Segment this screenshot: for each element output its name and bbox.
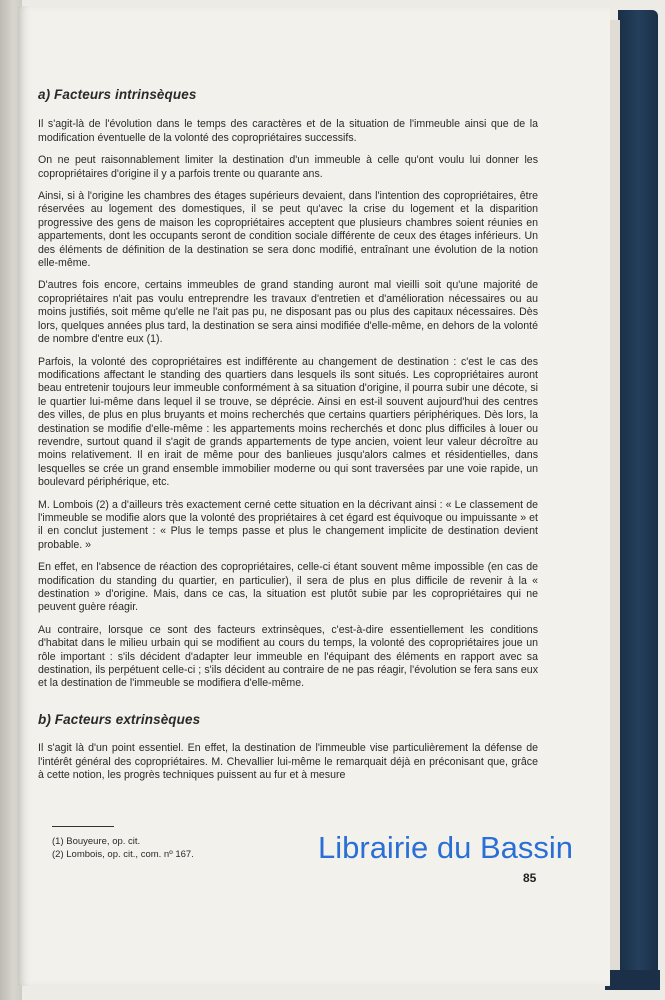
page-body	[38, 88, 538, 791]
footnotes	[52, 836, 352, 861]
watermark-text: Librairie du Bassin	[318, 830, 574, 865]
book-cover-bottom	[605, 970, 660, 990]
page-number: 85	[523, 871, 537, 885]
paragraph: Il s'agit là d'un point essentiel. En effet, la destination de l'immeuble vise particulièrement la défense de l'intérêt général des copropriétaires. M. Chevallier lui-même le remarquait déjà en préconisant que, grâce à cette notion, les progrès techniques puissent au fur et à mesure	[38, 742, 538, 782]
paragraph: Il s'agit-là de l'évolution dans le temps des caractères et de la situation de l'immeuble ainsi que de la modification éventuelle de la volonté des copropriétaires successifs.	[38, 118, 538, 144]
paragraph: Ainsi, si à l'origine les chambres des étages supérieurs devaient, dans l'intention des copropriétaires, être réservées au logement des domestiques, il se peut qu'avec la crise du logement et la disparition progressive des gens de maison les copropriétaires acceptent que plusieurs chambres soient réunies en appartements, dont les occupants seront de condition sociale différente de ceux des étages inférieurs. Un des éléments de définition de la destination se sera donc modifié, entraînant une évolution de la notion elle-même.	[38, 190, 538, 270]
paragraph: On ne peut raisonnablement limiter la destination d'un immeuble à celle qu'ont voulu lui donner les copropriétaires d'origine il y a parfois trente ou quarante ans.	[38, 154, 538, 180]
book-cover	[618, 10, 658, 985]
paragraph: M. Lombois (2) a d'ailleurs très exactement cerné cette situation en la décrivant ainsi : « Le classement de l'immeuble se modifie alors que la volonté des propriétaires à cet égard est équivoque ou impuissante » et il en conclut justement : « Plus le temps passe et plus le changement implicite de destination devient probable. »	[38, 498, 538, 551]
paragraph: En effet, en l'absence de réaction des copropriétaires, celle-ci étant souvent même impossible (en cas de modification du standing du quartier, en particulier), il sera de plus en plus difficile de revenir à la « destination » d'origine. Mais, dans ce cas, la situation est plutôt subie par les copropriétaires qui ne peuvent guère réagir.	[38, 561, 538, 614]
paragraph: Au contraire, lorsque ce sont des facteurs extrinsèques, c'est-à-dire essentiellement les conditions d'habitat dans le milieu urbain qui se modifient au cours du temps, la volonté des copropriétaires joue un rôle important : s'ils décident d'adapter leur immeuble en l'équipant des éléments en rapport avec sa destination, ils perpétuent celle-ci ; s'ils décident au contraire de ne pas réagir, l'évolution se fera sans eux et la destination de l'immeuble se modifiera d'elle-même.	[38, 623, 538, 690]
paragraph: D'autres fois encore, certains immeubles de grand standing auront mal vieilli soit qu'une majorité de copropriétaires n'ait pas voulu entreprendre les travaux d'entretien et d'amélioration nécessaires ou au moins justifiés, soit même qu'elle ne l'ait pas pu, ne disposant pas ou plus des capitaux nécessaires. Dès lors, quelques années plus tard, la destination se sera ainsi modifiée d'elle-même, en dehors de la volonté de nombre d'entre eux (1).	[38, 279, 538, 346]
section-b-title: b) Facteurs extrinsèques	[38, 711, 201, 727]
footnote-1: (1) Bouyeure, op. cit.	[52, 836, 141, 847]
footnote-rule	[52, 826, 114, 827]
section-a-title: a) Facteurs intrinsèques	[38, 87, 197, 102]
paragraph: Parfois, la volonté des copropriétaires est indifférente au changement de destination : c'est le cas des modifications affectant le standing des quartiers dans lesquels ils sont situés. Les copropriétaires auront beau entretenir toujours leur immeuble conformément à sa situation d'origine, il pourra subir une décote, si le quartier lui-même dans lequel il se trouve, se déprécie. Ainsi en est-il souvent aujourd'hui des centres des villes, de plus en plus bruyants et moins recherchés que certains quartiers périphériques. Dès lors, la destination se modifie d'elle-même : les appartements moins recherchés et donc plus difficiles à louer ou revendre, surtout quand il s'agit de grands appartements de type ancien, voient leur valeur décroître au moins relativement. Il en irait de même pour des banlieues jusqu'alors calmes et résidentielles, dans lesquelles se crée un grand ensemble immobilier moderne ou qui sont traversées par une voie rapide, un boulevard périphérique, etc.	[38, 355, 538, 489]
footnote-2: (2) Lombois, op. cit., com. nº 167.	[52, 848, 194, 860]
